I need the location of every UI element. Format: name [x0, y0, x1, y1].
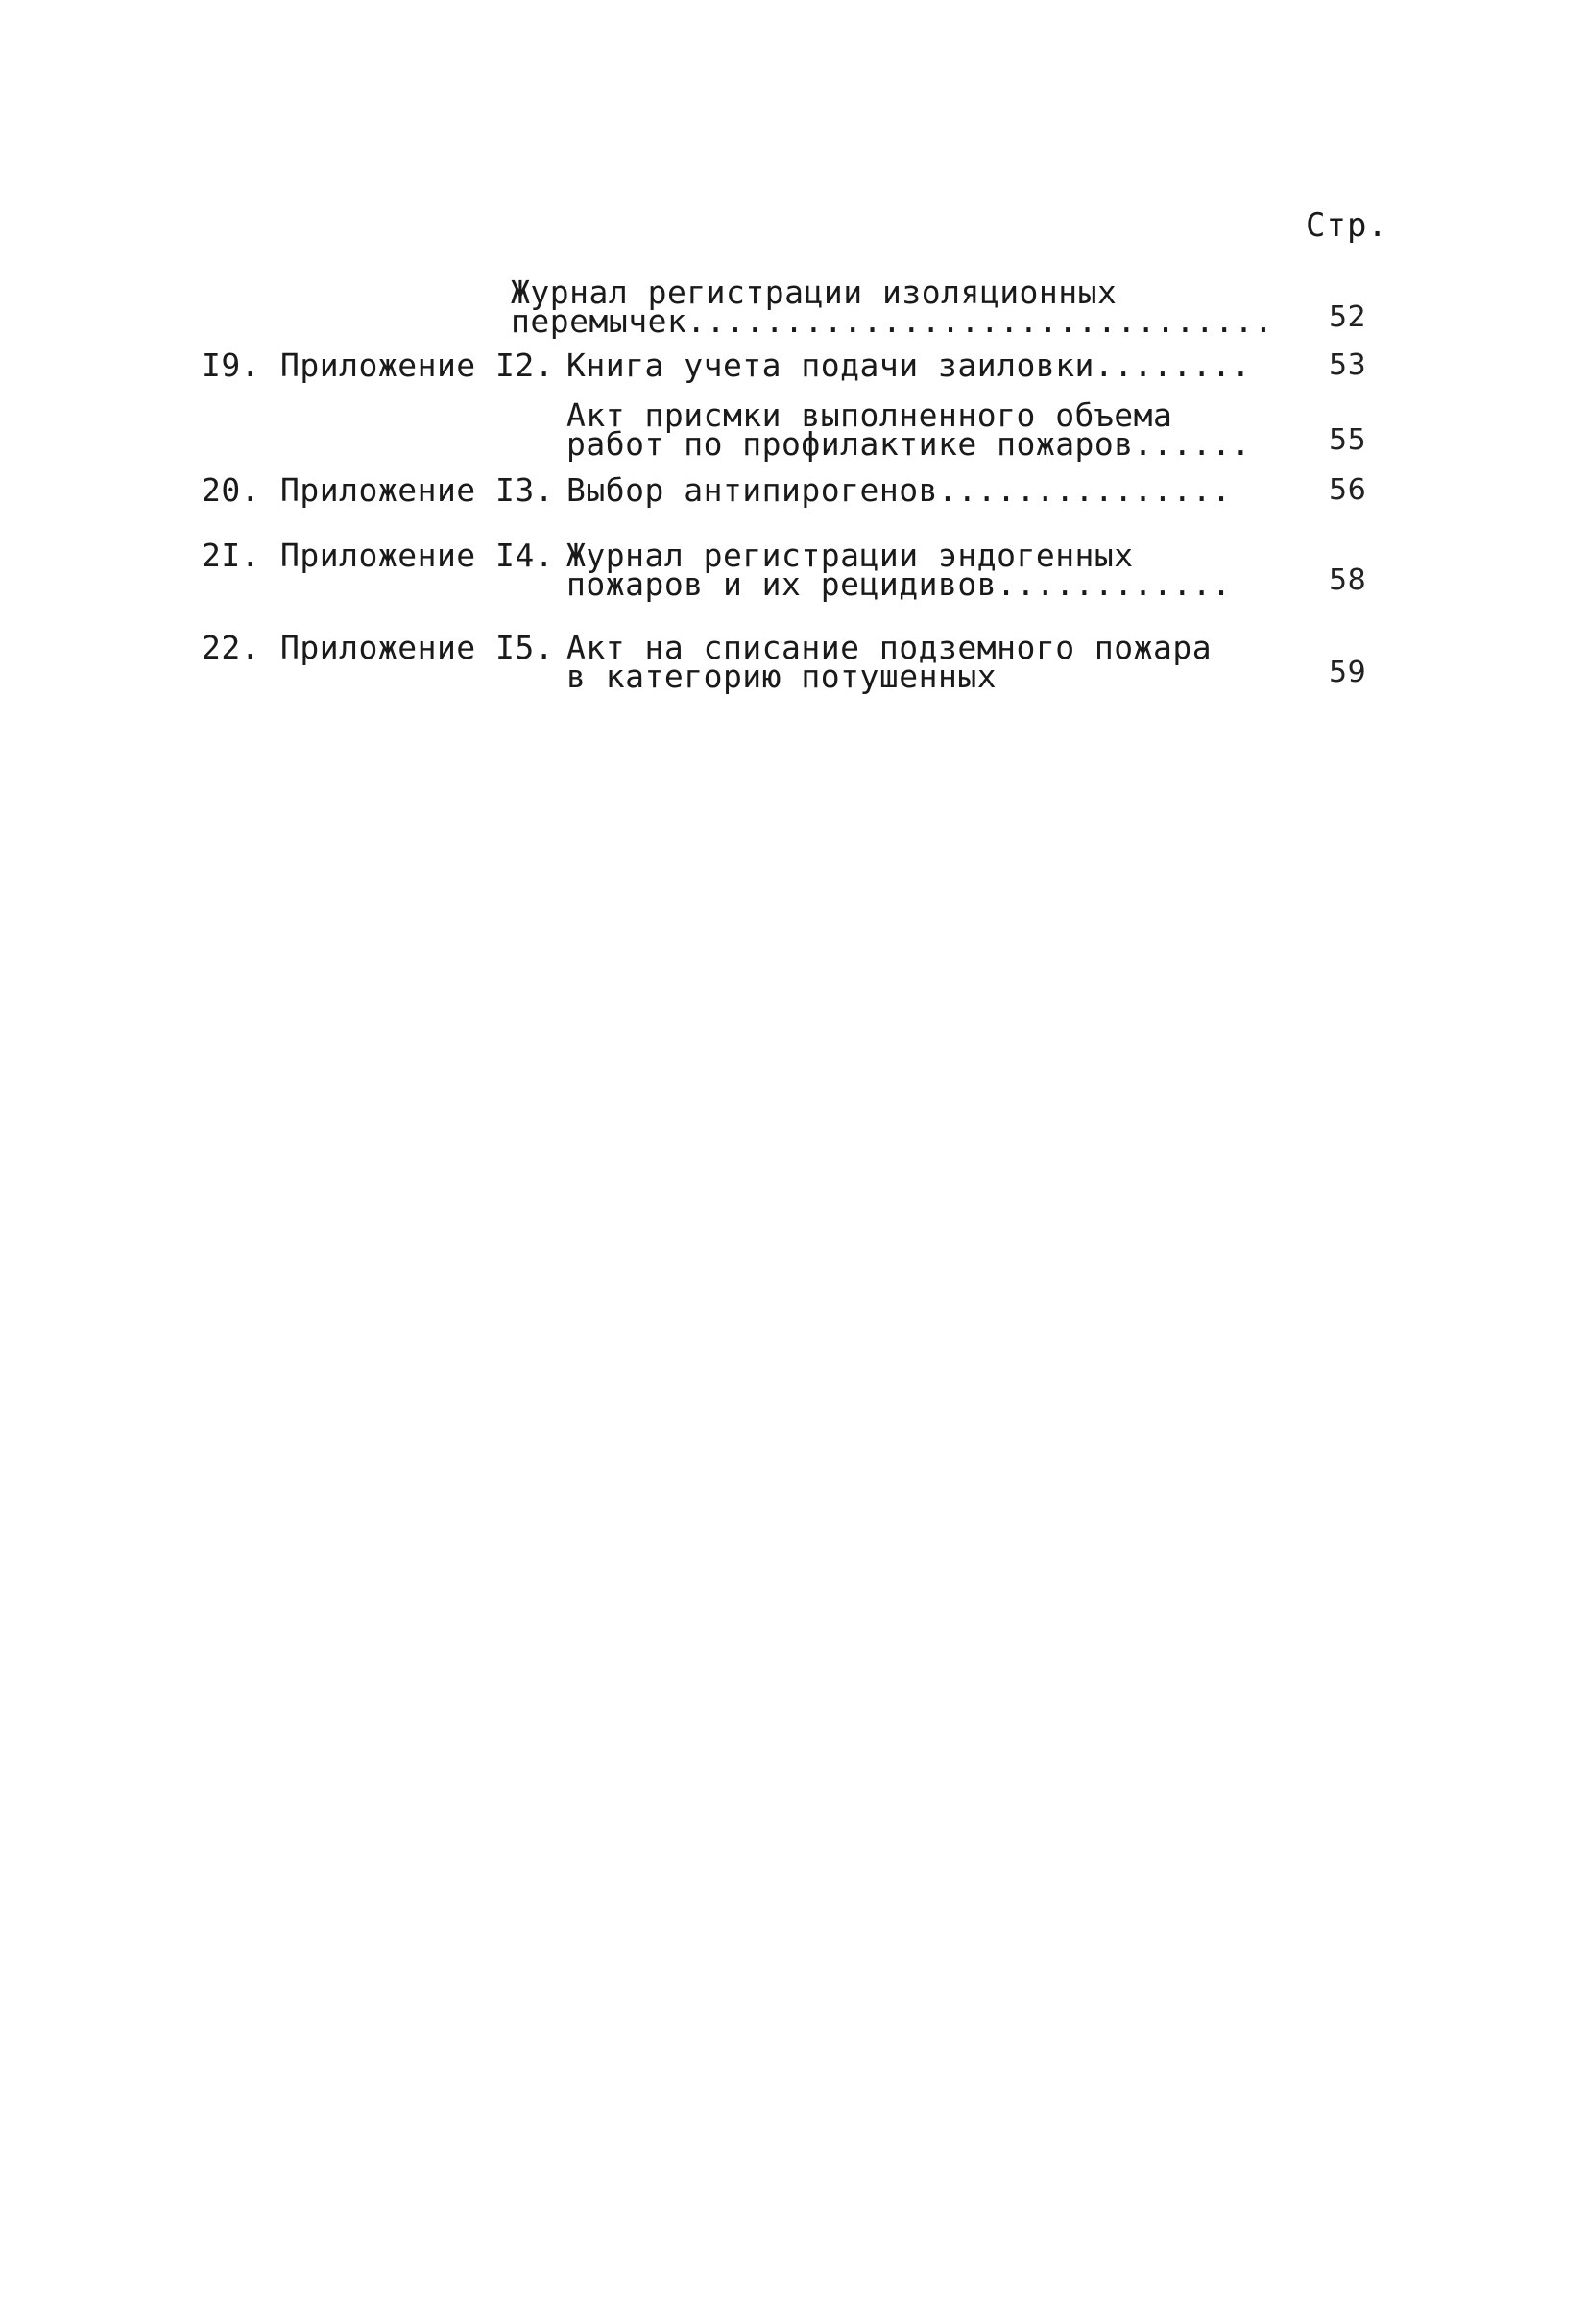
entry-page-number: 52: [1329, 300, 1367, 334]
entry-title-line1: Выбор антипирогенов...............: [566, 471, 1232, 509]
entry-page-number: 56: [1329, 473, 1367, 507]
entry-title-line1: Журнал регистрации изоляционных: [511, 274, 1118, 311]
entry-number: 22.: [202, 629, 261, 666]
entry-title-line2: в категорию потушенных: [566, 658, 998, 695]
entry-appendix: Приложение I5.: [280, 629, 555, 666]
entry-title-line1: Акт на списание подземного пожара: [566, 629, 1213, 666]
entry-title-line2: перемычек..............................: [511, 302, 1274, 340]
entry-title-line2: работ по профилактике пожаров......: [566, 425, 1251, 463]
entry-appendix: Приложение I2.: [280, 347, 555, 384]
entry-number: 2I.: [202, 537, 261, 574]
entry-appendix: Приложение I3.: [280, 471, 555, 509]
entry-page-number: 59: [1329, 656, 1367, 689]
entry-title-line2: пожаров и их рецидивов............: [566, 565, 1232, 603]
entry-title-line1: Акт присмки выполненного объема: [566, 396, 1173, 434]
entry-page-number: 53: [1329, 348, 1367, 382]
entry-title-line1: Книга учета подачи заиловки........: [566, 347, 1251, 384]
entry-page-number: 55: [1329, 423, 1367, 457]
entry-number: I9.: [202, 347, 261, 384]
entry-title-line1: Журнал регистрации эндогенных: [566, 537, 1134, 574]
entry-appendix: Приложение I4.: [280, 537, 555, 574]
entry-number: 20.: [202, 471, 261, 509]
entry-page-number: 58: [1329, 563, 1367, 597]
page-column-header: Стр.: [1306, 206, 1388, 245]
